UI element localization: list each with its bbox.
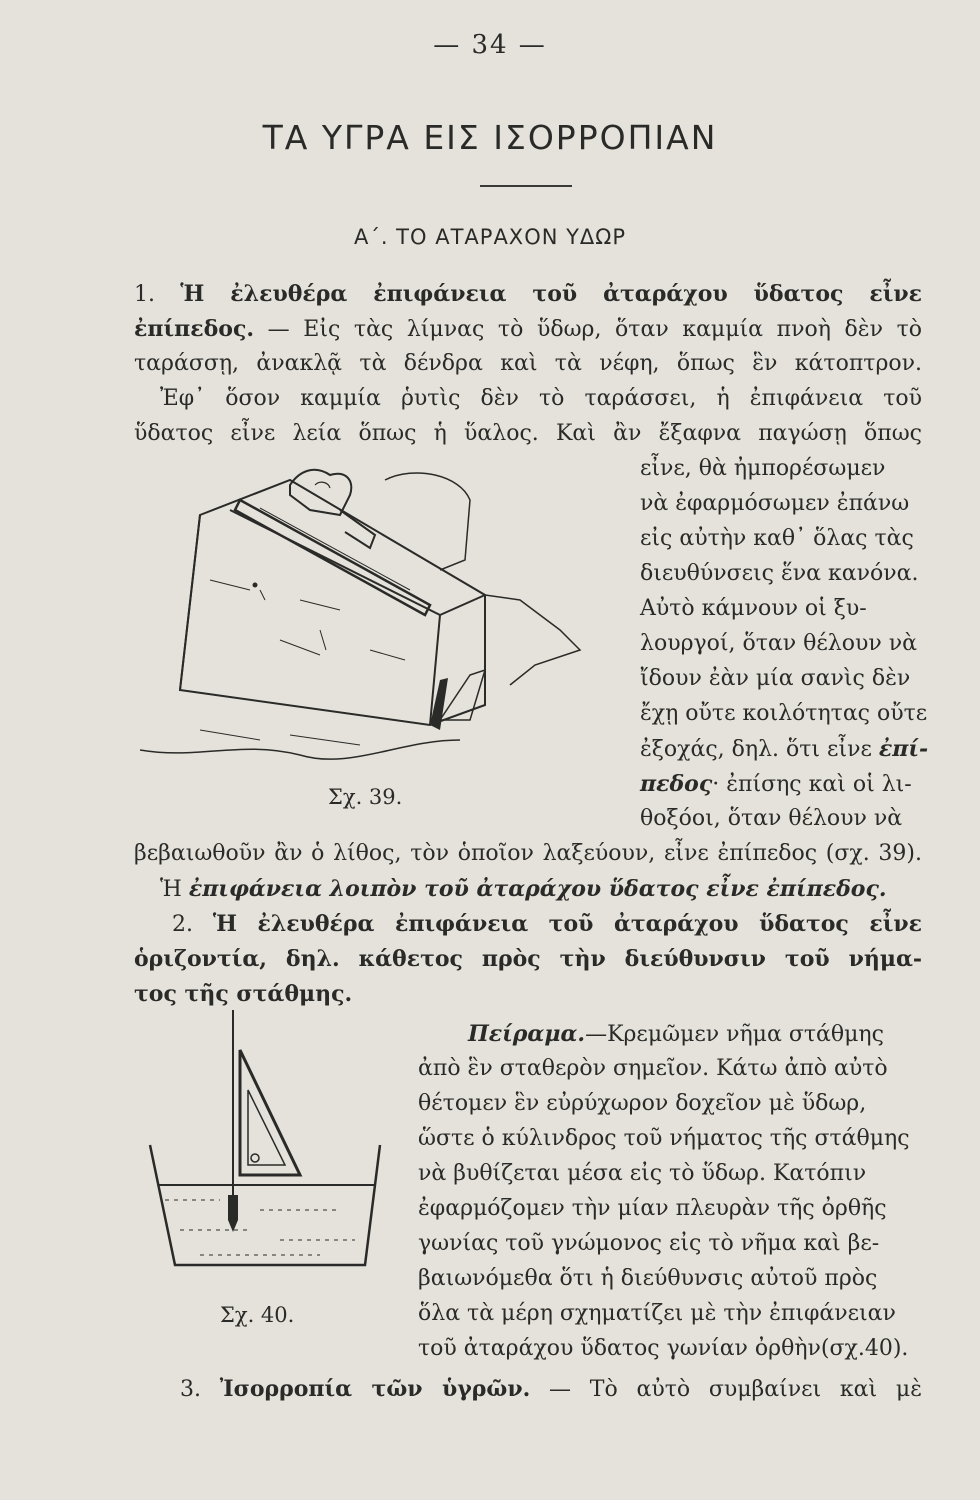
wrap-line-8: ἔχῃ οὔτε κοιλότητας οὔτε [640, 701, 928, 726]
experiment-line-2: θέτομεν ἓν εὐρύχωρον δοχεῖον μὲ ὕδωρ, [418, 1091, 867, 1116]
experiment-first-line [468, 1023, 884, 1046]
wrap-line-6: λουργοί, ὅταν θέλουν νὰ [640, 631, 917, 656]
section1-line-2: ταράσσῃ, ἀνακλᾷ τὰ δένδρα καὶ τὰ νέφη, ὅπως ἓν κάτοπτρον. [134, 351, 922, 376]
section2-heading-line-2: ὁριζοντία, δηλ. κάθετος πρὸς τὴν διεύθυνσιν τοῦ νήμα- [134, 946, 922, 972]
wrap-line-10-text: · ἐπίσης καὶ οἱ λι- [712, 772, 912, 797]
wrap-line-9-text: ἐξοχάς, δηλ. ὅτι εἶνε [640, 737, 872, 762]
title-divider [480, 185, 572, 187]
section3-heading: Ἰσορροπία τῶν ὑγρῶν. [219, 1376, 531, 1402]
section1-full-line: βεβαιωθοῦν ἂν ὁ λίθος, τὸν ὁποῖον λαξεύουν, εἶνε ἐπίπεδος (σχ. 39). [134, 841, 922, 866]
section3-number: 3. [180, 1377, 201, 1402]
experiment-line-8: ὅλα τὰ μέρη σχηματίζει μὲ τὴν ἐπιφάνειαν [418, 1301, 896, 1326]
section2-heading-line-3: τος τῆς στάθμης. [134, 981, 353, 1007]
page-number: — 34 — [433, 30, 547, 60]
section2-heading-line-1 [172, 913, 922, 936]
section2-number: 2. [172, 912, 193, 937]
section1-line-1 [134, 318, 922, 341]
wrap-line-5: Αὐτὸ κάμνουν οἱ ξυ- [640, 596, 867, 621]
experiment-line-7: βαιωνόμεθα ὅτι ἡ διεύθυνσις αὐτοῦ πρὸς [418, 1266, 878, 1291]
figure-40-caption: Σχ. 40. [220, 1303, 295, 1327]
italic-term-a: ἐπί- [878, 736, 929, 762]
experiment-line-3: ὥστε ὁ κύλινδρος τοῦ νήματος τῆς στάθμης [418, 1126, 910, 1151]
section1-line-4: ὕδατος εἶνε λεία ὅπως ἡ ὕαλος. Καὶ ἂν ἔξαφνα παγώσῃ ὅπως [134, 421, 922, 446]
italic-term-b: πεδος [640, 771, 713, 797]
section1-text-1: — Εἰς τὰς λίμνας τὸ ὕδωρ, ὅταν καμμία πνοὴ δὲν τὸ [267, 317, 922, 342]
section1-summary-line [160, 878, 887, 901]
summary-statement: ἐπιφάνεια λοιπὸν τοῦ ἀταράχου ὕδατος εἶνε ἐπίπεδος. [188, 876, 887, 902]
experiment-label: Πείραμα. [468, 1021, 586, 1047]
summary-prefix: Ἡ [160, 877, 182, 902]
wrap-line-10 [640, 773, 912, 796]
experiment-first: —Κρεμῶμεν νῆμα στάθμης [585, 1022, 884, 1047]
section-subtitle: Α΄. ΤΟ ΑΤΑΡΑΧΟΝ ΥΔΩΡ [353, 225, 627, 249]
experiment-line-4: νὰ βυθίζεται μέσα εἰς τὸ ὕδωρ. Κατόπιν [418, 1161, 867, 1186]
wrap-line-4: διευθύνσεις ἕνα κανόνα. [640, 561, 919, 586]
experiment-line-1: ἀπὸ ἓν σταθερὸν σημεῖον. Κάτω ἀπὸ αὐτὸ [418, 1056, 888, 1081]
section3-line [180, 1378, 922, 1401]
experiment-line-9: τοῦ ἀταράχου ὕδατος γωνίαν ὀρθὴν(σχ.40). [418, 1336, 909, 1361]
chapter-title: ΤΑ ΥΓΡΑ ΕΙΣ ΙΣΟΡΡΟΠΙΑΝ [262, 118, 718, 157]
wrap-line-2: νὰ ἐφαρμόσωμεν ἐπάνω [640, 491, 910, 516]
section1-heading-line [134, 283, 922, 306]
wrap-line-1: εἶνε, θὰ ἠμπορέσωμεν [640, 456, 886, 481]
wrap-line-11: θοξόοι, ὅταν θέλουν νὰ [640, 806, 903, 831]
wrap-line-7: ἴδουν ἐὰν μία σανὶς δὲν [640, 666, 911, 691]
figure-40-plumb-line-diagram [140, 1010, 400, 1280]
experiment-line-5: ἐφαρμόζομεν τὴν μίαν πλευρὰν τῆς ὀρθῆς [418, 1196, 887, 1221]
wrap-line-9 [640, 738, 928, 761]
section1-heading: Ἡ ἐλευθέρα ἐπιφάνεια τοῦ ἀταράχου ὕδατος εἶνε [180, 281, 922, 307]
section1-line-3: Ἐφ᾿ ὅσον καμμία ῥυτὶς δὲν τὸ ταράσσει, ἡ ἐπιφάνεια τοῦ [160, 386, 922, 411]
figure-39-stone-block-illustration [140, 440, 600, 780]
experiment-line-6: γωνίας τοῦ γνώμονος εἰς τὸ νῆμα καὶ βε- [418, 1231, 880, 1256]
section2-heading-1: Ἡ ἐλευθέρα ἐπιφάνεια τοῦ ἀταράχου ὕδατος εἶνε [212, 911, 922, 937]
wrap-line-3: εἰς αὐτὴν καθ᾿ ὅλας τὰς [640, 526, 914, 551]
section1-heading-end: ἐπίπεδος. [134, 316, 255, 342]
section3-text: — Τὸ αὐτὸ συμβαίνει καὶ μὲ [549, 1377, 923, 1402]
section1-number: 1. [134, 282, 155, 307]
figure-39-caption: Σχ. 39. [328, 785, 403, 809]
